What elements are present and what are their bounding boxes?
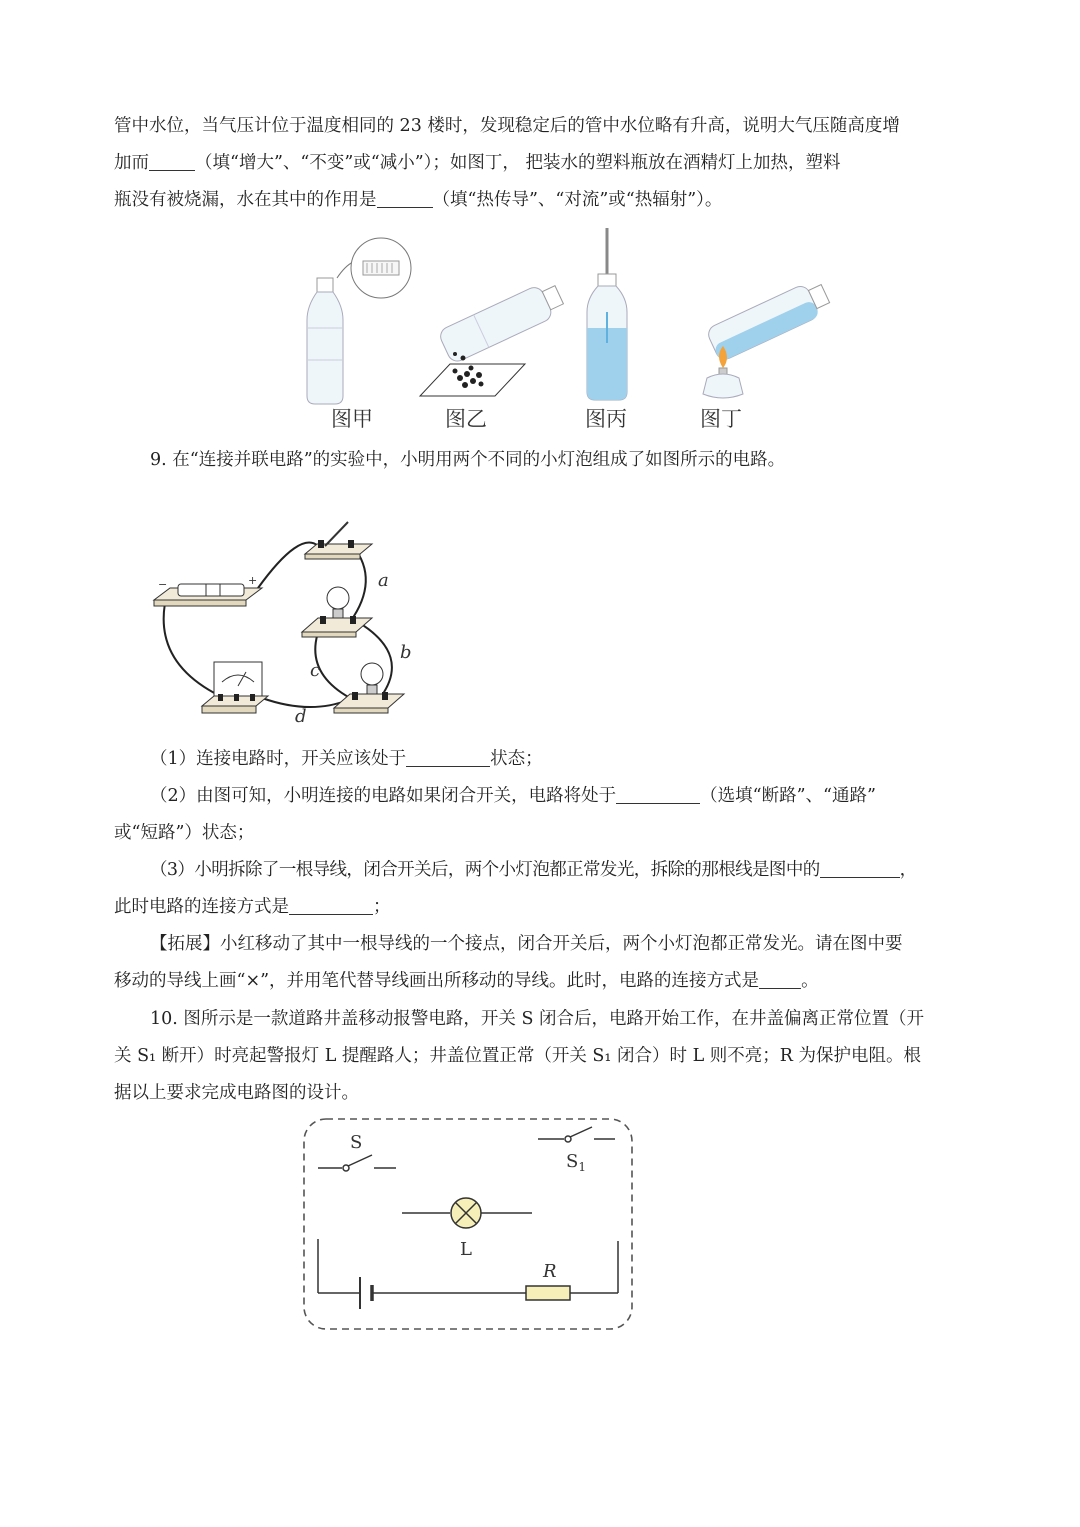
answer-blank-pressure[interactable] xyxy=(149,152,195,171)
lamp-board-lower xyxy=(334,663,404,713)
svg-text:−: − xyxy=(158,578,168,591)
switch-s-label: S xyxy=(350,1132,363,1153)
bottle-yi xyxy=(420,278,567,396)
answer-blank-q9-1[interactable] xyxy=(406,748,490,767)
q9-extension-cont: 移动的导线上画“×”，并用笔代替导线画出所移动的导线。此时，电路的连接方式是 。 xyxy=(114,971,819,991)
caption-yi: 图乙 xyxy=(445,407,487,431)
knife-switch xyxy=(305,522,372,559)
svg-text:+: + xyxy=(248,574,258,587)
caption-bing: 图丙 xyxy=(585,407,627,431)
wire-label-c: c xyxy=(310,660,321,681)
intro-line-3: 瓶没有被烧漏，水在其中的作用是 （填“热传导”、“对流”或“热辐射”）。 xyxy=(114,190,723,210)
bottle-jia xyxy=(307,238,411,404)
ammeter xyxy=(202,662,268,713)
wire-label-d: d xyxy=(295,706,307,725)
answer-blank-q9-3a[interactable] xyxy=(820,859,900,878)
q10-line-3: 据以上要求完成电路图的设计。 xyxy=(114,1083,359,1103)
alarm-circuit-figure xyxy=(300,1115,640,1335)
bottle-bing xyxy=(587,228,627,400)
q9-part1: （1）连接电路时，开关应该处于 状态； xyxy=(150,749,543,769)
answer-blank-q9-2[interactable] xyxy=(616,785,700,804)
intro-line-1: 管中水位，当气压计位于温度相同的 23 楼时，发现稳定后的管中水位略有升高，说明大气压随高度增 xyxy=(114,116,900,136)
bottle-ding xyxy=(703,277,833,398)
q10-line-2: 关 S₁ 断开）时亮起警报灯 L 提醒路人；井盖位置正常（开关 S₁ 闭合）时 L 则不亮；R 为保护电阻。根 xyxy=(114,1046,921,1066)
lamp-l-label: L xyxy=(460,1239,472,1260)
caption-jia: 图甲 xyxy=(331,407,373,431)
q9-extension: 【拓展】小红移动了其中一根导线的一个接点，闭合开关后，两个小灯泡都正常发光。请在图中要 xyxy=(150,934,903,954)
wire-label-a: a xyxy=(378,570,389,591)
q9-part3: （3）小明拆除了一根导线，闭合开关后，两个小灯泡都正常发光，拆除的那根线是图中的 ， xyxy=(150,860,917,880)
q9-stem: 9. 在“连接并联电路”的实验中，小明用两个不同的小灯泡组成了如图所示的电路。 xyxy=(150,450,786,470)
caption-ding: 图丁 xyxy=(700,407,742,431)
wire-label-b: b xyxy=(400,642,412,663)
wire-battery-switch xyxy=(258,543,318,588)
bottle-figure xyxy=(295,228,835,438)
lamp-board-upper xyxy=(302,587,372,637)
switch-s1-label: $S_1$ xyxy=(566,1151,586,1174)
answer-blank-q9-3b[interactable] xyxy=(289,896,373,915)
battery-holder xyxy=(154,574,262,606)
switch-s1 xyxy=(538,1127,615,1142)
lamp-l xyxy=(402,1198,532,1228)
q9-part2-cont: 或“短路”）状态； xyxy=(114,823,255,843)
q9-part3-cont: 此时电路的连接方式是 ； xyxy=(114,897,391,917)
q9-part2: （2）由图可知，小明连接的电路如果闭合开关，电路将处于 （选填“断路”、“通路” xyxy=(150,786,876,806)
switch-s xyxy=(318,1155,396,1171)
resistor-r-label: R xyxy=(543,1261,557,1282)
answer-blank-heat[interactable] xyxy=(377,189,433,208)
q10-line-1: 10. 图所示是一款道路井盖移动报警电路，开关 S 闭合后，电路开始工作，在井盖偏离正常位置（开 xyxy=(150,1009,925,1029)
parallel-circuit-figure xyxy=(150,510,420,725)
intro-line-2: 加而 （填“增大”、“不变”或“减小”）；如图丁， 把装水的塑料瓶放在酒精灯上加热，塑料 xyxy=(114,153,841,173)
answer-blank-q9-ext[interactable] xyxy=(759,970,801,989)
